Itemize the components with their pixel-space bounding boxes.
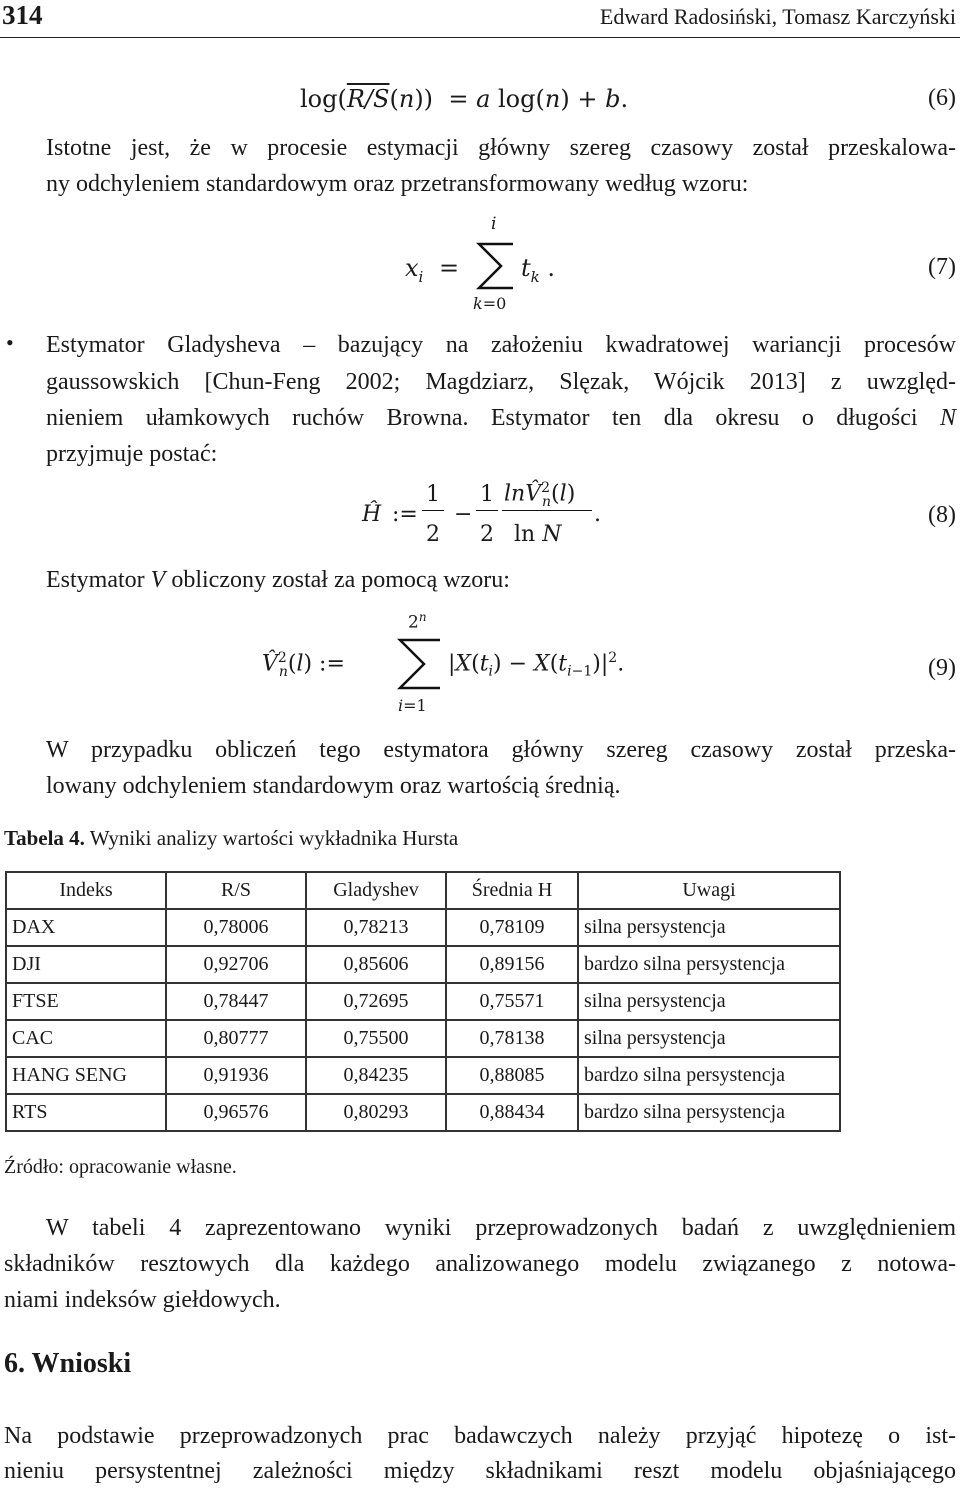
cell-rs: 0,92706 [166,946,306,983]
paragraph-3-line-1: W tabeli 4 zaprezentowano wyniki przeprowadzonych badań z uwzględnieniem [46,1215,956,1241]
equation-9: V̂$^2_n$(l) := $2^n$ i=1 $|X(t_i) - X(t_{i-1})|^2$. [262,610,625,715]
cell-rs: 0,96576 [166,1094,306,1131]
running-header-authors: Edward Radosiński, Tomasz Karczyński [599,4,956,29]
table-header-row [6,872,840,909]
summation-symbol [396,634,444,694]
equation-6: log(R/S(n)) = a log(n) + b. [300,85,629,113]
cell-mean-h: 0,88434 [446,1094,578,1131]
cell-gladyshev: 0,85606 [306,946,446,983]
column-header: Średnia H [446,872,578,909]
bullet-line-2: gaussowskich [Chun-Feng 2002; Magdziarz, Slęzak, Wójcik 2013] z uwzględ- [46,369,956,395]
cell-mean-h: 0,88085 [446,1057,578,1094]
bullet-point: • [6,330,14,355]
v-estimator-intro: Estymator V obliczony został za pomocą wzoru: [46,567,510,593]
section-heading: 6. Wnioski [4,1348,132,1379]
header-divider [0,37,960,38]
results-table [5,871,841,1132]
cell-gladyshev: 0,72695 [306,983,446,1020]
equation-9-number: (9) [928,655,956,681]
cell-index: FTSE [6,983,166,1020]
cell-index: RTS [6,1094,166,1131]
cell-remarks: bardzo silna persystencja [578,1094,840,1131]
page-number: 314 [2,0,43,30]
cell-remarks: silna persystencja [578,983,840,1020]
column-header: Indeks [6,872,166,909]
bullet-line-3: nieniem ułamkowych ruchów Browna. Estymator ten dla okresu o długości N [46,405,956,431]
bullet-line-4: przyjmuje postać: [46,441,218,467]
cell-rs: 0,78447 [166,983,306,1020]
cell-gladyshev: 0,75500 [306,1020,446,1057]
paragraph-1-line-1: Istotne jest, że w procesie estymacji główny szereg czasowy został przeskalowa- [46,135,956,161]
cell-remarks: silna persystencja [578,1020,840,1057]
table-row [6,946,840,983]
cell-mean-h: 0,78109 [446,909,578,946]
paragraph-2-line-2: lowany odchyleniem standardowym oraz wartością średnią. [46,773,621,799]
column-header: Gladyshev [306,872,446,909]
cell-rs: 0,80777 [166,1020,306,1057]
paragraph-3-line-3: niami indeksów giełdowych. [4,1287,281,1313]
cell-gladyshev: 0,80293 [306,1094,446,1131]
table-row [6,1057,840,1094]
cell-index: CAC [6,1020,166,1057]
table-source-note: Źródło: opracowanie własne. [4,1156,237,1178]
equation-8: Ĥ := 1 2 − 1 2 lnV̂$^2_n$(l) ln N . [362,480,601,547]
paragraph-4-line-1: Na podstawie przeprowadzonych prac badawczych należy przyjąć hipotezę o ist- [4,1423,956,1449]
cell-remarks: silna persystencja [578,909,840,946]
table-row [6,909,840,946]
cell-mean-h: 0,75571 [446,983,578,1020]
cell-index: HANG SENG [6,1057,166,1094]
column-header: Uwagi [578,872,840,909]
cell-rs: 0,78006 [166,909,306,946]
cell-gladyshev: 0,78213 [306,909,446,946]
summation-symbol [475,238,517,294]
table-row [6,1094,840,1131]
table-caption: Tabela 4. Wyniki analizy wartości wykładnika Hursta [4,826,459,850]
paragraph-2-line-1: W przypadku obliczeń tego estymatora główny szereg czasowy został przeska- [46,737,956,763]
cell-remarks: bardzo silna persystencja [578,946,840,983]
table-row [6,1020,840,1057]
cell-gladyshev: 0,84235 [306,1057,446,1094]
paragraph-4-line-2: nieniu persystentnej zależności między składnikami reszt modelu objaśniającego [4,1458,956,1484]
column-header: R/S [166,872,306,909]
cell-mean-h: 0,78138 [446,1020,578,1057]
cell-rs: 0,91936 [166,1057,306,1094]
equation-7-number: (7) [928,254,956,280]
paragraph-1-line-2: ny odchyleniem standardowym oraz przetransformowany według wzoru: [46,171,749,197]
cell-mean-h: 0,89156 [446,946,578,983]
table-row [6,983,840,1020]
cell-index: DJI [6,946,166,983]
equation-6-number: (6) [928,85,956,111]
equation-7: $x_i$ = i k=0 $t_k$ . [405,214,556,313]
paragraph-3-line-2: składników resztowych dla każdego analizowanego modelu związanego z notowa- [4,1251,956,1277]
cell-remarks: bardzo silna persystencja [578,1057,840,1094]
cell-index: DAX [6,909,166,946]
bullet-line-1: Estymator Gladysheva – bazujący na założeniu kwadratowej wariancji procesów [46,332,956,358]
equation-8-number: (8) [928,502,956,528]
